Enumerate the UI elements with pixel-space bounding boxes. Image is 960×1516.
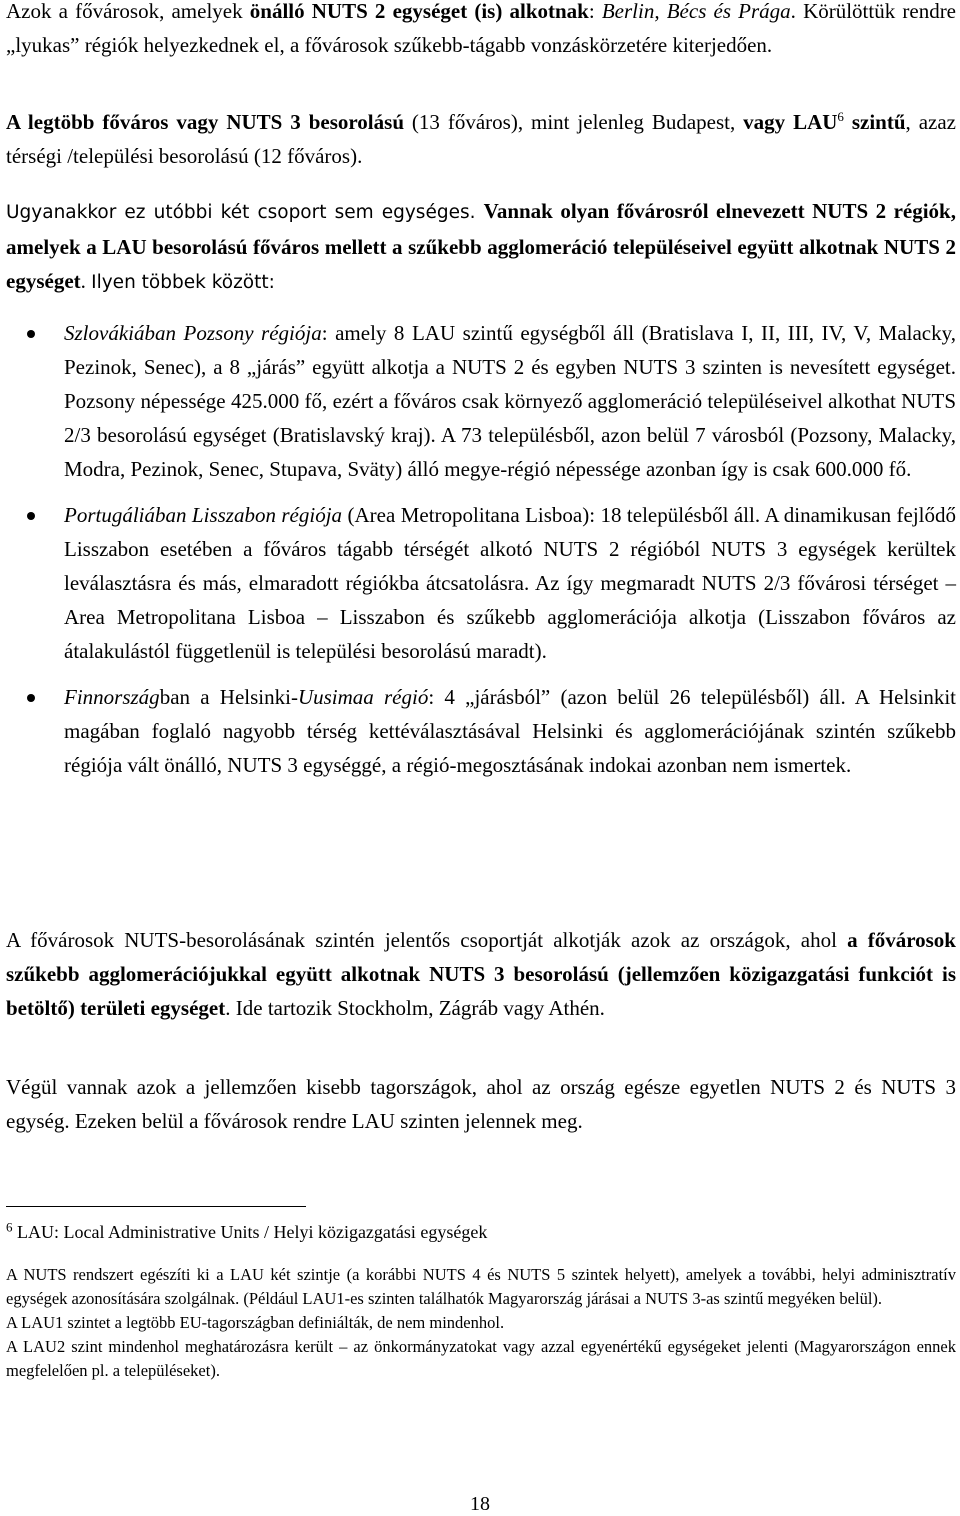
page-number: 18 xyxy=(470,1493,490,1515)
footnote-title xyxy=(6,1220,956,1245)
italic-text: Portugáliában Lisszabon régiója xyxy=(64,503,343,527)
paragraph-nuts3-agglomeration xyxy=(6,923,956,1025)
italic-text: Szlovákiában Pozsony régiója xyxy=(64,321,322,345)
list-item-helsinki xyxy=(6,680,956,782)
text: (13 főváros), mint jelenleg Budapest, xyxy=(404,110,744,134)
bullet-icon xyxy=(27,694,35,702)
text: , azaz térségi /települési besorolású (12 főváros). xyxy=(6,110,956,168)
text: ban a Helsinki- xyxy=(159,685,298,709)
bold-text: szintű xyxy=(843,110,906,134)
text: Ilyen többek között: xyxy=(91,272,275,293)
bullet-icon xyxy=(27,330,35,338)
footnote-line: A NUTS rendszert egészíti ki a LAU két szintje (a korábbi NUTS 4 és NUTS 5 szintek helyett), amelyek a további, helyi adminisztratív egységek azonosítására szolgálnak. (Például LAU1-es szinten találhatók Magyarország járásai a NUTS 3-as szintű megyéken belül). xyxy=(6,1265,956,1308)
text: : amely 8 LAU szintű egységből áll (Bratislava I, II, III, IV, V, Malacky, Pezinok, Senec), a 8 „járás” együtt alkotja a NUTS 2 és egyben NUTS 3 szinten is nevesített egységet. Pozsony népessége 425.000 fő, ezért a főváros csak környező agglomeráció településeivel alkothat NUTS 2/3 besorolású egységet (Bratislavský kraj). A 73 településből, azon belül 7 városból (Pozsony, Malacky, Modra, Pezinok, Senec, Stupava, Sväty) álló megye-régió népessége azonban így is csak 600.000 fő. xyxy=(64,321,956,481)
bold-text: önálló NUTS 2 egységet (is) alkotnak xyxy=(249,0,589,23)
bold-text: vagy LAU xyxy=(743,110,838,134)
text: LAU: Local Administrative Units / Helyi közigazgatási egységek xyxy=(12,1222,488,1242)
footnote-line: A LAU2 szint mindenhol meghatározásra került – az önkormányzatokat vagy azzal egyenértékű egységeket jelenti (Magyarországon ennek megfelelően pl. a településeket). xyxy=(6,1337,956,1380)
text: : xyxy=(588,0,602,23)
text: . xyxy=(80,269,92,293)
italic-text: Finnország xyxy=(64,685,160,709)
paragraph-groups xyxy=(6,194,956,300)
text: A fővárosok NUTS-besorolásának szintén jelentős csoportját alkotják azok az országok, ahol xyxy=(6,928,848,952)
footnote-ref: 6 xyxy=(837,109,844,124)
italic-text: Berlin, Bécs és Prága xyxy=(601,0,791,23)
text: : 4 „járásból” (azon belül 26 településből) áll. A Helsinkit magában foglaló nagyobb térség kettéválasztásával Helsinki és agglomerációjának szintén szűkebb régiója vált önálló, NUTS 3 egységgé, a régió-megosztásának indokai azonban nem ismertek. xyxy=(64,685,956,777)
footnote-line: A LAU1 szintet a legtöbb EU-tagországban definiálták, de nem mindenhol. xyxy=(6,1313,505,1332)
footnote-mark: 6 xyxy=(6,1219,13,1235)
bold-text: A legtöbb főváros vagy NUTS 3 besorolású xyxy=(6,110,404,134)
bold-text: Vannak olyan fővárosról elnevezett NUTS 2 régiók, amelyek a LAU besorolású főváros mellett a szűkebb agglomeráció településeivel együtt alkotnak NUTS 2 egységet xyxy=(6,199,956,293)
paragraph-small-countries: Végül vannak azok a jellemzően kisebb tagországok, ahol az ország egésze egyetlen NUTS 2 és NUTS 3 egység. Ezeken belül a fővárosok rendre LAU szinten jelennek meg. xyxy=(6,1075,956,1133)
examples-list xyxy=(6,316,956,782)
text: (Area Metropolitana Lisboa): 18 településből áll. A dinamikusan fejlődő Lisszabon esetében a főváros tágabb térségét alkotó NUTS 2 régióból NUTS 3 egységek kerültek leválasztásra és más, elmaradott régiókba átcsatolásra. Az így megmaradt NUTS 2/3 fővárosi térséget – Area Metropolitana Lisboa – Lisszabon és szűkebb agglomerációja alkotja (Lisszabon főváros az átalakulástól függetlenül is települési besorolású maradt). xyxy=(64,503,957,663)
italic-text: Uusimaa régió xyxy=(297,685,429,709)
list-item-lisbon xyxy=(6,498,956,668)
paragraph-nuts3-lau xyxy=(6,105,956,173)
footnote-separator xyxy=(6,1206,306,1207)
bold-text: a fővárosok szűkebb agglomerációjukkal együtt alkotnak NUTS 3 besorolású (jellemzően közigazgatási funkciót is betöltő) területi egységet xyxy=(6,928,956,1020)
bullet-icon xyxy=(27,512,35,520)
text: Ugyanakkor ez utóbbi két csoport sem egységes. xyxy=(6,202,484,223)
footnote-body xyxy=(6,1263,956,1383)
text: . Körülöttük rendre „lyukas” régiók helyezkednek el, a fővárosok szűkebb-tágabb vonzáskörzetére kiterjedően. xyxy=(6,0,957,57)
paragraph-capitals-nuts2 xyxy=(6,0,956,62)
text: . Ide tartozik Stockholm, Zágráb vagy Athén. xyxy=(225,996,605,1020)
text: Azok a fővárosok, amelyek xyxy=(6,0,250,23)
list-item-bratislava xyxy=(6,316,956,486)
